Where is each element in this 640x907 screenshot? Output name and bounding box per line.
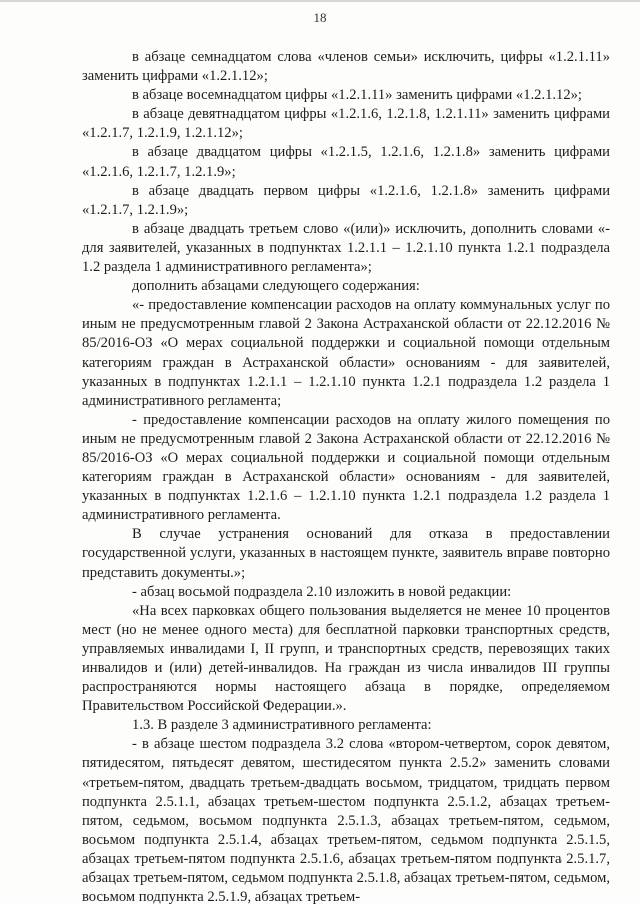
paragraph: - абзац восьмой подраздела 2.10 изложить в новой редакции: — [132, 583, 512, 600]
paragraph: «На всех парковках общего пользования выделяется не менее 10 процентов мест (но не менее одного места) для бесплатной парковки транспортных средств, управляемых инвалидами I, II групп, и транспортных средств, перевозящих таких инвалидов и (или) детей-инвалидов. На граждан из числа инвалидов III группы распространяются нормы настоящего абзаца в порядке, определяемом Правительством Российской Федерации.». — [82, 602, 610, 715]
paragraph: дополнить абзацами следующего содержания: — [132, 278, 420, 295]
paragraph: - в абзаце шестом подраздела 3.2 слова «втором-четвертом, сорок девятом, пятидесятом, пятьдесят девятом, шестидесятом пункта 2.5.2» заменить словами «третьем-пятом, двадцать третьем-двадцать восьмом, тридцатом, тридцать первом подпункта 2.5.1.1, абзацах третьем-шестом подпункта 2.5.1.2, абзацах третьем-пятом, седьмом, восьмом подпункта 2.5.1.3, абзацах третьем-пятом, седьмом, восьмом подпункта 2.5.1.4, абзацах третьем-пятом, седьмом подпункта 2.5.1.5, абзацах третьем-пятом подпункта 2.5.1.6, абзацах третьем-пятом подпункта 2.5.1.7, абзацах третьем-пятом, седьмом подпункта 2.5.1.8, абзацах третьем-пятом, седьмом, восьмом подпункта 2.5.1.9, абзацах третьем- — [82, 736, 610, 906]
paragraph: в абзаце восемнадцатом цифры «1.2.1.11» заменить цифрами «1.2.1.12»; — [132, 87, 582, 104]
paragraph: 1.3. В разделе 3 административного регламента: — [132, 717, 432, 734]
paragraph: в абзаце семнадцатом слова «членов семьи» исключить, цифры «1.2.1.11» заменить цифрами «1.2.1.12»; — [82, 49, 610, 85]
document-body — [82, 48, 610, 907]
paragraph: «- предоставление компенсации расходов на оплату коммунальных услуг по иным не предусмотренным главой 2 Закона Астраханской области от 22.12.2016 № 85/2016-ОЗ «О мерах социальной поддержки и социальной помощи отдельным категориям граждан в Астраханской области» основаниям - для заявителей, указанных в подпунктах 1.2.1.1 – 1.2.1.10 пункта 1.2.1 подраздела 1.2 раздела 1 административного регламента; — [82, 297, 610, 409]
scan-top-edge — [0, 0, 640, 2]
paragraph: в абзаце двадцатом цифры «1.2.1.5, 1.2.1.6, 1.2.1.8» заменить цифрами «1.2.1.6, 1.2.1.7, 1.2.1.9»; — [82, 144, 610, 180]
paragraph: в абзаце двадцать первом цифры «1.2.1.6, 1.2.1.8» заменить цифрами «1.2.1.7, 1.2.1.9»; — [82, 182, 610, 218]
page-number: 18 — [313, 10, 327, 25]
paragraph: в абзаце девятнадцатом цифры «1.2.1.6, 1.2.1.8, 1.2.1.11» заменить цифрами «1.2.1.7, 1.2.1.9, 1.2.1.12»; — [82, 106, 610, 142]
paragraph: в абзаце двадцать третьем слово «(или)» исключить, дополнить словами «- для заявителей, указанных в подпунктах 1.2.1.1 – 1.2.1.10 пункта 1.2.1 подраздела 1.2 раздела 1 административного регламента»; — [82, 220, 610, 276]
paragraph: В случае устранения оснований для отказа в предоставлении государственной услуги, указанных в настоящем пункте, заявитель вправе повторно представить документы.»; — [82, 526, 610, 581]
paragraph: - предоставление компенсации расходов на оплату жилого помещения по иным не предусмотренным главой 2 Закона Астраханской области от 22.12.2016 № 85/2016-ОЗ «О мерах социальной поддержки и социальной помощи отдельным категориям граждан в Астраханской области» основаниям - для заявителей, указанных в подпунктах 1.2.1.6 – 1.2.1.10 пункта 1.2.1 подраздела 1.2 раздела 1 административного регламента. — [82, 411, 610, 524]
